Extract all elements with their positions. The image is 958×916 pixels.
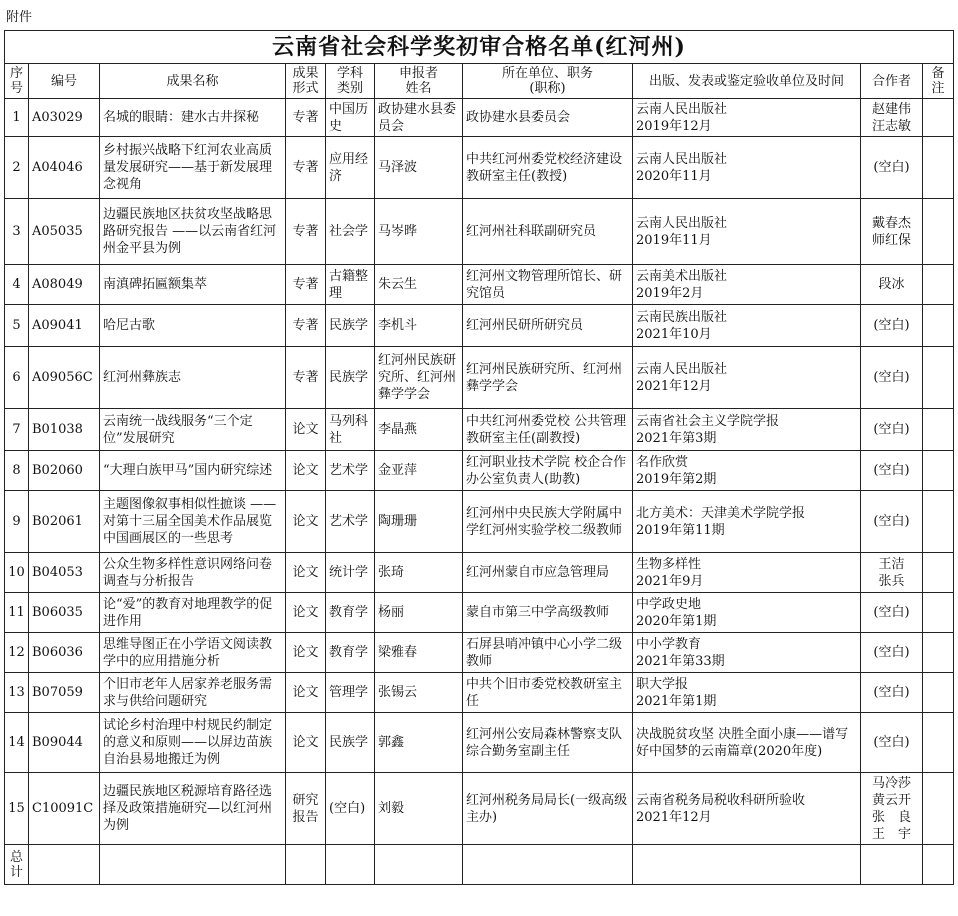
cell-subject: 民族学 <box>326 347 375 409</box>
cell-remark <box>923 409 954 451</box>
cell-remark <box>923 593 954 633</box>
cell-applicant: 金亚萍 <box>375 451 463 491</box>
cell-code: A09056C <box>29 347 100 409</box>
cell-subject: 中国历史 <box>326 99 375 137</box>
cell-unit: 红河州蒙自市应急管理局 <box>463 553 633 593</box>
cell-code: B07059 <box>29 673 100 713</box>
cell-publisher: 云南省税务局税收科研所验收 2021年12月 <box>633 773 861 845</box>
table-row <box>5 137 954 199</box>
col-publisher-header: 出版、发表或鉴定验收单位及时间 <box>633 64 861 99</box>
cell-coauthor: 戴春杰 师红保 <box>861 199 923 265</box>
cell-seq: 12 <box>5 633 29 673</box>
col-seq-header: 序 号 <box>5 64 29 99</box>
cell-publisher: 云南人民出版社 2019年11月 <box>633 199 861 265</box>
cell-coauthor: (空白) <box>861 673 923 713</box>
cell-name: 红河州彝族志 <box>100 347 286 409</box>
cell-form: 论文 <box>286 409 326 451</box>
cell-publisher: 云南人民出版社 2020年11月 <box>633 137 861 199</box>
cell-form: 论文 <box>286 553 326 593</box>
cell-applicant: 张锡云 <box>375 673 463 713</box>
table-row <box>5 773 954 845</box>
cell-unit: 红河州文物管理所馆长、研究馆员 <box>463 265 633 305</box>
cell-code: B06035 <box>29 593 100 633</box>
cell-subject: 社会学 <box>326 199 375 265</box>
cell-applicant: 张琦 <box>375 553 463 593</box>
cell-applicant: 马泽波 <box>375 137 463 199</box>
cell-code: A05035 <box>29 199 100 265</box>
cell-seq: 10 <box>5 553 29 593</box>
cell-remark <box>923 491 954 553</box>
cell-unit: 红河州社科联副研究员 <box>463 199 633 265</box>
table-row <box>5 491 954 553</box>
cell-unit: 中共个旧市委党校教研室主任 <box>463 673 633 713</box>
cell-form: 论文 <box>286 633 326 673</box>
cell-remark <box>923 673 954 713</box>
cell-seq: 13 <box>5 673 29 713</box>
cell-seq: 4 <box>5 265 29 305</box>
cell-applicant: 马岑晔 <box>375 199 463 265</box>
cell-coauthor: (空白) <box>861 713 923 773</box>
cell-subject: 古籍整理 <box>326 265 375 305</box>
cell-form: 专著 <box>286 199 326 265</box>
cell-remark <box>923 199 954 265</box>
table-title: 云南省社会科学奖初审合格名单(红河州) <box>5 31 954 64</box>
cell-subject: (空白) <box>326 773 375 845</box>
cell-applicant: 梁雅春 <box>375 633 463 673</box>
table-row <box>5 673 954 713</box>
cell-form: 论文 <box>286 673 326 713</box>
total-cell <box>29 845 100 885</box>
header-row <box>5 64 954 99</box>
col-unit-header: 所在单位、职务 (职称) <box>463 64 633 99</box>
cell-unit: 红河州民族研究所、红河州彝学学会 <box>463 347 633 409</box>
cell-seq: 3 <box>5 199 29 265</box>
cell-coauthor: (空白) <box>861 451 923 491</box>
cell-seq: 11 <box>5 593 29 633</box>
cell-unit: 政协建水县委员会 <box>463 99 633 137</box>
cell-coauthor: (空白) <box>861 347 923 409</box>
cell-code: B04053 <box>29 553 100 593</box>
cell-publisher: 中小学教育 2021年第33期 <box>633 633 861 673</box>
cell-name: 云南统一战线服务“三个定位”发展研究 <box>100 409 286 451</box>
cell-seq: 6 <box>5 347 29 409</box>
cell-code: C10091C <box>29 773 100 845</box>
cell-publisher: 云南人民出版社 2019年12月 <box>633 99 861 137</box>
cell-seq: 7 <box>5 409 29 451</box>
cell-applicant: 李机斗 <box>375 305 463 347</box>
cell-subject: 管理学 <box>326 673 375 713</box>
cell-publisher: 云南省社会主义学院学报 2021年第3期 <box>633 409 861 451</box>
cell-seq: 8 <box>5 451 29 491</box>
qualified-list-table <box>4 30 954 885</box>
cell-name: 哈尼古歌 <box>100 305 286 347</box>
cell-remark <box>923 713 954 773</box>
total-row <box>5 845 954 885</box>
cell-applicant: 郭鑫 <box>375 713 463 773</box>
cell-remark <box>923 265 954 305</box>
cell-seq: 1 <box>5 99 29 137</box>
cell-name: 思维导图正在小学语文阅读教学中的应用措施分析 <box>100 633 286 673</box>
cell-applicant: 陶珊珊 <box>375 491 463 553</box>
cell-coauthor: (空白) <box>861 633 923 673</box>
cell-unit: 中共红河州委党校经济建设教研室主任(教授) <box>463 137 633 199</box>
col-code-header: 编号 <box>29 64 100 99</box>
total-cell <box>326 845 375 885</box>
col-applicant-header: 申报者 姓名 <box>375 64 463 99</box>
cell-coauthor: 马冷莎 黄云开 张 良 王 宇 <box>861 773 923 845</box>
cell-seq: 9 <box>5 491 29 553</box>
cell-code: A08049 <box>29 265 100 305</box>
cell-seq: 15 <box>5 773 29 845</box>
cell-unit: 蒙自市第三中学高级教师 <box>463 593 633 633</box>
cell-coauthor: (空白) <box>861 305 923 347</box>
cell-applicant: 政协建水县委员会 <box>375 99 463 137</box>
cell-subject: 艺术学 <box>326 491 375 553</box>
cell-applicant: 刘毅 <box>375 773 463 845</box>
cell-form: 专著 <box>286 305 326 347</box>
cell-remark <box>923 305 954 347</box>
cell-publisher: 生物多样性 2021年9月 <box>633 553 861 593</box>
cell-coauthor: (空白) <box>861 491 923 553</box>
cell-name: 论“爱”的教育对地理教学的促进作用 <box>100 593 286 633</box>
col-name-header: 成果名称 <box>100 64 286 99</box>
table-row <box>5 593 954 633</box>
total-cell <box>861 845 923 885</box>
table-row <box>5 409 954 451</box>
total-cell <box>463 845 633 885</box>
cell-form: 论文 <box>286 491 326 553</box>
cell-seq: 14 <box>5 713 29 773</box>
table-row <box>5 553 954 593</box>
cell-name: 乡村振兴战略下红河农业高质量发展研究——基于新发展理念视角 <box>100 137 286 199</box>
cell-name: 边疆民族地区税源培育路径选择及政策措施研究—以红河州为例 <box>100 773 286 845</box>
cell-seq: 2 <box>5 137 29 199</box>
cell-applicant: 李晶燕 <box>375 409 463 451</box>
cell-remark <box>923 99 954 137</box>
cell-name: 公众生物多样性意识网络问卷调查与分析报告 <box>100 553 286 593</box>
cell-code: A09041 <box>29 305 100 347</box>
cell-form: 论文 <box>286 451 326 491</box>
cell-name: 主题图像叙事相似性摭谈 ——对第十三届全国美术作品展览中国画展区的一些思考 <box>100 491 286 553</box>
cell-coauthor: (空白) <box>861 137 923 199</box>
cell-code: A03029 <box>29 99 100 137</box>
table-row <box>5 265 954 305</box>
col-form-header: 成果 形式 <box>286 64 326 99</box>
cell-form: 论文 <box>286 593 326 633</box>
table-row <box>5 199 954 265</box>
table-row <box>5 633 954 673</box>
table-body <box>5 99 954 845</box>
cell-name: “大理白族甲马”国内研究综述 <box>100 451 286 491</box>
cell-subject: 艺术学 <box>326 451 375 491</box>
cell-name: 个旧市老年人居家养老服务需求与供给问题研究 <box>100 673 286 713</box>
total-cell <box>633 845 861 885</box>
cell-applicant: 杨丽 <box>375 593 463 633</box>
total-cell <box>375 845 463 885</box>
cell-coauthor: 赵建伟 汪志敏 <box>861 99 923 137</box>
cell-name: 边疆民族地区扶贫攻坚战略思路研究报告 ——以云南省红河州金平县为例 <box>100 199 286 265</box>
cell-code: B09044 <box>29 713 100 773</box>
cell-form: 论文 <box>286 713 326 773</box>
cell-subject: 统计学 <box>326 553 375 593</box>
cell-remark <box>923 773 954 845</box>
cell-unit: 红河职业技术学院 校企合作办公室负责人(助教) <box>463 451 633 491</box>
table-row <box>5 347 954 409</box>
cell-publisher: 决战脱贫攻坚 决胜全面小康——谱写好中国梦的云南篇章(2020年度) <box>633 713 861 773</box>
cell-coauthor: 段冰 <box>861 265 923 305</box>
cell-coauthor: (空白) <box>861 593 923 633</box>
cell-subject: 教育学 <box>326 593 375 633</box>
cell-remark <box>923 137 954 199</box>
cell-coauthor: (空白) <box>861 409 923 451</box>
cell-unit: 红河州民研所研究员 <box>463 305 633 347</box>
cell-publisher: 北方美术：天津美术学院学报 2019年第11期 <box>633 491 861 553</box>
cell-publisher: 名作欣赏 2019年第2期 <box>633 451 861 491</box>
cell-subject: 马列科社 <box>326 409 375 451</box>
cell-code: A04046 <box>29 137 100 199</box>
cell-unit: 石屏县哨冲镇中心小学二级教师 <box>463 633 633 673</box>
cell-code: B06036 <box>29 633 100 673</box>
cell-form: 专著 <box>286 99 326 137</box>
cell-remark <box>923 451 954 491</box>
total-cell <box>286 845 326 885</box>
cell-remark <box>923 633 954 673</box>
cell-unit: 红河州公安局森林警察支队综合勤务室副主任 <box>463 713 633 773</box>
table-row <box>5 99 954 137</box>
table-row <box>5 305 954 347</box>
cell-subject: 民族学 <box>326 305 375 347</box>
total-label: 总 计 <box>5 845 29 885</box>
cell-name: 试论乡村治理中村规民约制定的意义和原则——以屏边苗族自治县易地搬迁为例 <box>100 713 286 773</box>
cell-subject: 民族学 <box>326 713 375 773</box>
cell-name: 南滇碑拓匾额集萃 <box>100 265 286 305</box>
cell-form: 研究报告 <box>286 773 326 845</box>
cell-publisher: 职大学报 2021年第1期 <box>633 673 861 713</box>
cell-code: B02060 <box>29 451 100 491</box>
total-cell <box>100 845 286 885</box>
cell-publisher: 云南人民出版社 2021年12月 <box>633 347 861 409</box>
cell-publisher: 云南民族出版社 2021年10月 <box>633 305 861 347</box>
cell-code: B01038 <box>29 409 100 451</box>
table-row <box>5 713 954 773</box>
cell-form: 专著 <box>286 265 326 305</box>
cell-name: 名城的眼睛：建水古井探秘 <box>100 99 286 137</box>
col-coauthor-header: 合作者 <box>861 64 923 99</box>
cell-code: B02061 <box>29 491 100 553</box>
total-cell <box>923 845 954 885</box>
cell-applicant: 朱云生 <box>375 265 463 305</box>
col-subject-header: 学科 类别 <box>326 64 375 99</box>
cell-remark <box>923 553 954 593</box>
attachment-label: 附件 <box>6 10 33 25</box>
cell-coauthor: 王洁 张兵 <box>861 553 923 593</box>
cell-subject: 教育学 <box>326 633 375 673</box>
cell-publisher: 中学政史地 2020年第1期 <box>633 593 861 633</box>
col-remark-header: 备 注 <box>923 64 954 99</box>
cell-unit: 中共红河州委党校 公共管理教研室主任(副教授) <box>463 409 633 451</box>
cell-unit: 红河州税务局局长(一级高级主办) <box>463 773 633 845</box>
cell-remark <box>923 347 954 409</box>
cell-subject: 应用经济 <box>326 137 375 199</box>
cell-applicant: 红河州民族研究所、红河州彝学学会 <box>375 347 463 409</box>
cell-publisher: 云南美术出版社 2019年2月 <box>633 265 861 305</box>
cell-form: 专著 <box>286 137 326 199</box>
table-row <box>5 451 954 491</box>
cell-seq: 5 <box>5 305 29 347</box>
cell-unit: 红河州中央民族大学附属中学红河州实验学校二级教师 <box>463 491 633 553</box>
cell-form: 专著 <box>286 347 326 409</box>
